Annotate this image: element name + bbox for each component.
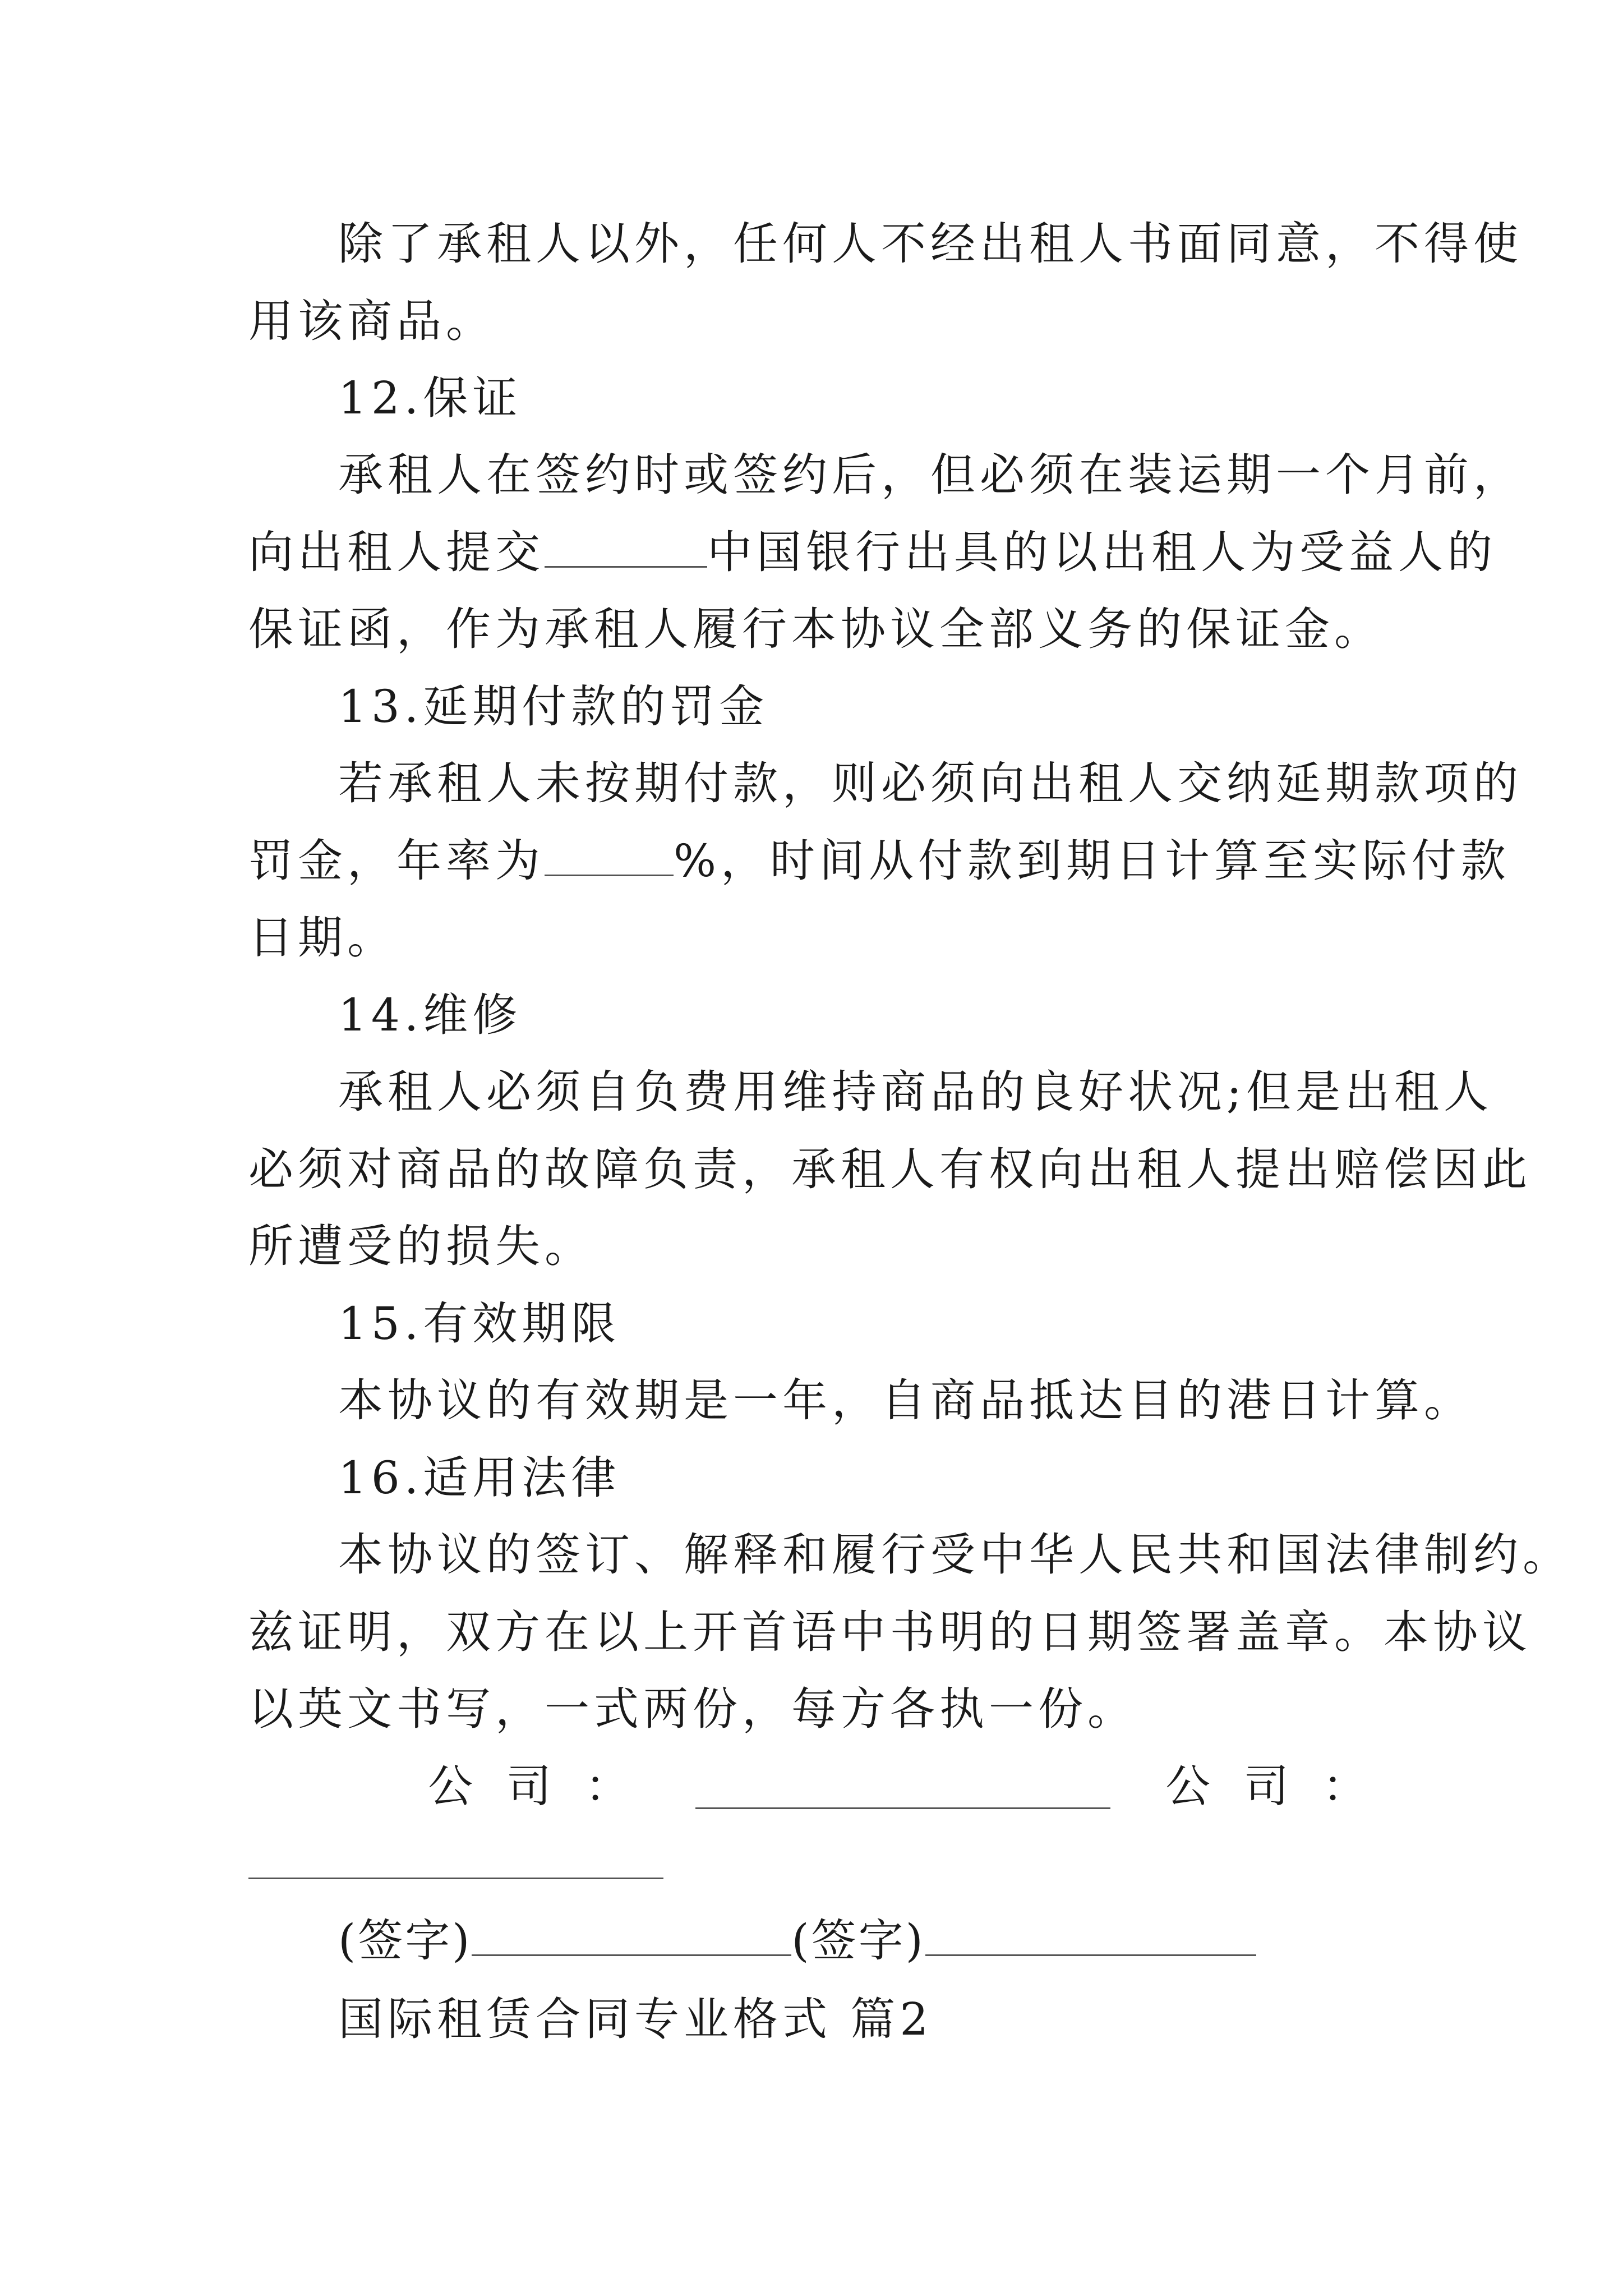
paragraph-line: 用该商品。 [248,295,495,347]
paragraph-text: 向出租人提交 [248,526,545,578]
paragraph-line: 兹证明，双方在以上开首语中书明的日期签署盖章。本协议 [248,1606,1532,1658]
paragraph-text: 中国银行出具的以出租人为受益人的 [707,526,1497,578]
paragraph-line: 本协议的签订、解释和履行受中华人民共和国法律制约。 [338,1529,1572,1581]
company-label: 公司： [428,1760,663,1812]
paragraph-line: 若承租人未按期付款，则必须向出租人交纳延期款项的 [338,757,1523,809]
fill-in-blank [545,840,674,876]
fill-in-blank [545,531,707,568]
signature-label: (签字) [338,1915,472,1967]
paragraph-line: 日期。 [248,912,396,964]
paragraph-line: 以英文书写，一式两份，每方各执一份。 [248,1683,1137,1735]
section-heading-14: 14.维修 [338,989,522,1041]
company-name-line [248,1878,663,1879]
section-heading-15: 15.有效期限 [338,1297,621,1350]
paragraph-line: 承租人必须自负费用维持商品的良好状况;但是出租人 [338,1066,1493,1118]
company-label: 公司： [1165,1760,1401,1812]
paragraph-text: 罚金，年率为 [248,835,545,887]
paragraph-line [248,524,1497,581]
signature-line [925,1920,1256,1956]
paragraph-line: 本协议的有效期是一年，自商品抵达目的港日计算。 [338,1374,1473,1427]
signature-label: (签字) [791,1915,925,1967]
paragraph-line: 承租人在签约时或签约后，但必须在装运期一个月前， [338,449,1523,501]
paragraph-line: 保证函，作为承租人履行本协议全部义务的保证金。 [248,603,1384,655]
section-title: 国际租赁合同专业格式 篇2 [338,1993,933,2045]
signature-line [472,1920,791,1956]
paragraph-line: 所遭受的损失。 [248,1220,594,1272]
section-heading-13: 13.延期付款的罚金 [338,680,769,733]
paragraph-line: 必须对商品的故障负责，承租人有权向出租人提出赔偿因此 [248,1143,1532,1195]
paragraph-line: 除了承租人以外，任何人不经出租人书面同意，不得使 [338,218,1523,270]
section-heading-16: 16.适用法律 [338,1452,621,1504]
paragraph-line [248,833,1510,889]
signature-row [338,1913,1256,1969]
company-name-line [695,1807,1110,1809]
section-heading-12: 12.保证 [338,372,522,424]
paragraph-text: %，时间从付款到期日计算至实际付款 [674,835,1511,887]
